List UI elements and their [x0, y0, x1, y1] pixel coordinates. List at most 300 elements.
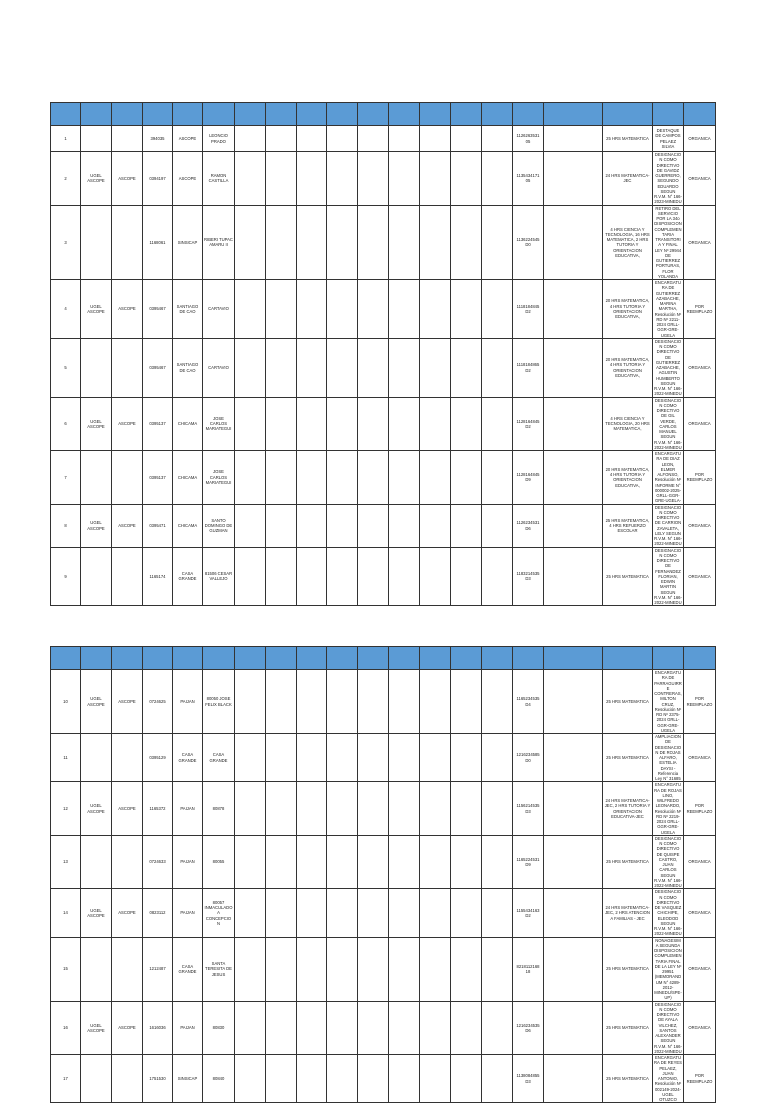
header-cell	[544, 647, 603, 670]
cell-row-number: 9	[51, 547, 81, 606]
cell-empty	[327, 1001, 358, 1055]
cell-plaza-code: 8218112168 18	[513, 937, 544, 1001]
cell-empty	[235, 280, 266, 339]
cell-empty	[327, 547, 358, 606]
cell-ugel	[81, 338, 112, 397]
header-cell	[653, 647, 684, 670]
cell-empty	[389, 835, 420, 889]
cell-institution: RIBERI TUPAC AMARU II	[203, 205, 235, 280]
cell-empty	[327, 889, 358, 937]
table-row	[51, 734, 716, 782]
cell-empty	[420, 451, 451, 505]
cell-plaza-code: 1156214535 D3	[513, 782, 544, 836]
cell-empty	[235, 835, 266, 889]
cell-institution: JOSE CARLOS MARIATEGUI	[203, 397, 235, 451]
cell-empty	[297, 338, 327, 397]
cell-empty	[235, 782, 266, 836]
cell-empty	[420, 338, 451, 397]
cell-workload: 24 HRS MATEMATICA-JEC	[603, 152, 653, 206]
cell-district: ASCOPE	[173, 152, 203, 206]
cell-plaza-code: 1128164845 D2	[513, 397, 544, 451]
table-row	[51, 280, 716, 339]
cell-empty	[544, 451, 603, 505]
cell-modular-code: 1165372	[143, 782, 173, 836]
cell-sede: ASCOPE	[112, 670, 143, 734]
cell-empty	[451, 835, 482, 889]
table-row	[51, 126, 716, 152]
cell-empty	[544, 205, 603, 280]
cell-modular-code: 394035	[143, 126, 173, 152]
cell-empty	[358, 280, 389, 339]
cell-empty	[266, 280, 297, 339]
cell-empty	[451, 547, 482, 606]
header-cell	[358, 647, 389, 670]
header-cell	[451, 103, 482, 126]
cell-empty	[358, 889, 389, 937]
cell-ugel	[81, 451, 112, 505]
table-row	[51, 835, 716, 889]
header-cell	[51, 103, 81, 126]
header-cell	[235, 103, 266, 126]
table-row	[51, 205, 716, 280]
cell-empty	[297, 205, 327, 280]
header-cell	[112, 647, 143, 670]
cell-row-number: 7	[51, 451, 81, 505]
cell-empty	[420, 782, 451, 836]
cell-empty	[544, 504, 603, 547]
cell-empty	[235, 338, 266, 397]
header-cell	[297, 103, 327, 126]
header-cell	[327, 103, 358, 126]
cell-ugel: UGEL ASCOPE	[81, 670, 112, 734]
vacancy-table-1	[50, 102, 716, 606]
cell-empty	[266, 547, 297, 606]
header-cell	[81, 103, 112, 126]
cell-empty	[544, 126, 603, 152]
cell-empty	[544, 734, 603, 782]
cell-empty	[266, 397, 297, 451]
header-cell	[203, 103, 235, 126]
cell-workload: 4 HRS CIENCIA Y TECNOLOGIA, 20 HRS MATEMATICA,	[603, 397, 653, 451]
cell-empty	[266, 889, 297, 937]
cell-empty	[420, 889, 451, 937]
table-row	[51, 547, 716, 606]
cell-empty	[358, 1055, 389, 1103]
cell-workload: 25 HRS MATEMATICA, 4 HRS REFUERZO ESCOLAR	[603, 504, 653, 547]
cell-empty	[544, 1001, 603, 1055]
cell-empty	[451, 734, 482, 782]
cell-sede	[112, 835, 143, 889]
cell-vacancy-reason: NONAGESIMA SEGUNDA DISPOSICION COMPLEMENTARIA FINAL DE LA LEY Nº 29951 (MEMORANDUM N° 4289-2012-MINEDU/SPE-UP)	[654, 937, 682, 1001]
cell-modular-code: 0395129	[143, 734, 173, 782]
cell-institution: 81506 CESAR VALLEJO	[203, 547, 235, 606]
cell-district: CHICAMA	[173, 504, 203, 547]
cell-row-number: 3	[51, 205, 81, 280]
cell-empty	[389, 1055, 420, 1103]
cell-empty	[358, 782, 389, 836]
cell-ugel	[81, 937, 112, 1001]
cell-empty	[482, 937, 513, 1001]
cell-empty	[327, 126, 358, 152]
cell-empty	[297, 547, 327, 606]
cell-empty	[482, 504, 513, 547]
cell-institution: LEONCIO PRADO	[203, 126, 235, 152]
cell-institution: SANTO DOMINGO DE GUZMAN	[203, 504, 235, 547]
cell-institution: CARTAVIO	[203, 280, 235, 339]
cell-empty	[389, 280, 420, 339]
cell-empty	[327, 937, 358, 1001]
cell-empty	[358, 126, 389, 152]
header-cell	[203, 647, 235, 670]
cell-district: CASA GRANDE	[173, 937, 203, 1001]
cell-workload: 25 HRS MATEMATICA	[603, 126, 653, 152]
cell-modular-code: 0724633	[143, 835, 173, 889]
cell-workload: 25 HRS MATEMATICA	[603, 1001, 653, 1055]
cell-vacancy-reason: DESIGNACION COMO DIRECTIVO DE VASQUEZ CHICHIPE, ELEODOD SEGUN R.V.M. N° 166-2022-MINEDU	[654, 889, 682, 937]
cell-empty	[235, 670, 266, 734]
cell-ugel: UGEL ASCOPE	[81, 1001, 112, 1055]
cell-sede: ASCOPE	[112, 152, 143, 206]
cell-vacancy-reason: DESIGNACION COMO DIRECTIVO DE GUTIERREZ AZABACHE, AGUSTIN HUMBERTO SEGUN R.V.M. N° 166-2022-MINEDU	[654, 338, 682, 397]
cell-row-number: 13	[51, 835, 81, 889]
cell-empty	[482, 152, 513, 206]
cell-empty	[327, 835, 358, 889]
cell-row-number: 4	[51, 280, 81, 339]
cell-empty	[420, 937, 451, 1001]
table-row	[51, 1001, 716, 1055]
cell-vacancy-reason: DESIGNACION COMO DIRECTIVO DE GIL VERDE, CARLOS MANUEL SEGUN R.V.M. N° 166-2022-MINEDU	[654, 397, 682, 450]
cell-empty	[451, 504, 482, 547]
cell-institution: 80050 JOSE FELIX BLACK	[203, 670, 235, 734]
header-row	[51, 103, 716, 126]
cell-workload: 25 HRS MATEMATICA	[603, 670, 653, 734]
cell-sede: ASCOPE	[112, 397, 143, 451]
cell-row-number: 12	[51, 782, 81, 836]
cell-empty	[266, 126, 297, 152]
cell-empty	[358, 504, 389, 547]
cell-vacancy-reason: DESIGNACION COMO DIRECTIVO DE GAVIDZ GUERRERO, SEGUNDO EDUARDO SEGUN R.V.M. N° 166-2023-MINEDU	[654, 152, 682, 205]
cell-modular-code: 1212487	[143, 937, 173, 1001]
cell-row-number: 16	[51, 1001, 81, 1055]
cell-institution: CASA GRANDE	[203, 734, 235, 782]
cell-vacancy-type: ORGANICA	[684, 734, 716, 782]
header-cell	[420, 647, 451, 670]
cell-vacancy-reason: DESTAQUE DE CAMPOS PELAEZ SILVIA	[653, 126, 684, 152]
cell-empty	[358, 734, 389, 782]
cell-empty	[235, 504, 266, 547]
cell-empty	[420, 205, 451, 280]
cell-empty	[482, 547, 513, 606]
cell-sede	[112, 547, 143, 606]
header-cell	[513, 647, 544, 670]
cell-vacancy-reason: ENCARGATURA DE REYES PELAEZ, JUAN ANTONIO, Resolución Nº 002149-2024- UGEL OTUZCO	[654, 1055, 682, 1102]
cell-institution: 80057 INMACULADO A CONCEPCIO N	[203, 889, 235, 937]
cell-modular-code: 0395471	[143, 504, 173, 547]
cell-vacancy-type: ORGANICA	[684, 835, 716, 889]
cell-vacancy-reason: ENCARGATURA DE DIAZ LEON, ELMER ALFONSO, Resolución Nº INFORME N° 000002-2025-GRLL-GGR-GRE-UGELA-	[653, 451, 684, 505]
cell-vacancy-type: ORGANICA	[684, 937, 716, 1001]
header-cell	[266, 103, 297, 126]
cell-row-number: 8	[51, 504, 81, 547]
cell-empty	[420, 835, 451, 889]
cell-empty	[297, 280, 327, 339]
cell-empty	[327, 1055, 358, 1103]
cell-sede: ASCOPE	[112, 1001, 143, 1055]
cell-empty	[327, 504, 358, 547]
cell-vacancy-type: ORGANICA	[684, 152, 716, 206]
cell-plaza-code: 1118184865 D2	[513, 338, 544, 397]
cell-plaza-code: 1126234531 D6	[513, 504, 544, 547]
cell-plaza-code: 1216234585 D0	[513, 734, 544, 782]
cell-empty	[389, 451, 420, 505]
cell-empty	[544, 1055, 603, 1103]
cell-empty	[297, 1001, 327, 1055]
cell-vacancy-reason: RETIRO DEL SERVICIO POR LA 34o DISPOSICION COMPLEMENTARIA TRANSITORIA Y FINAL LEY Nº 29944 DE GUTIERREZ PORTURAS, FLOR YOLANDA	[654, 205, 682, 279]
cell-empty	[297, 126, 327, 152]
cell-empty	[266, 734, 297, 782]
table-row	[51, 397, 716, 451]
cell-vacancy-type: POR REEMPLAZO	[684, 782, 716, 836]
cell-empty	[389, 338, 420, 397]
header-cell	[112, 103, 143, 126]
cell-empty	[544, 835, 603, 889]
cell-vacancy-reason: DESIGNACION COMO DIRECTIVO DE FERNANDEZ FLORIAN, EDWIN MARTIN SEGUN R.V.M. N° 166-2022-MINEDU	[654, 547, 682, 605]
cell-vacancy-reason: ENCARGATURA DE PARRAGUIRRE CONTRERAS, MILTON CRUZ, Resolución Nº RD Nº 2375-2024 GRLL-GGR-GRE-UGELA	[654, 670, 682, 733]
cell-empty	[358, 835, 389, 889]
cell-workload: 25 HRS MATEMATICA	[603, 547, 653, 606]
cell-empty	[358, 547, 389, 606]
cell-empty	[266, 451, 297, 505]
cell-vacancy-type: POR REEMPLAZO	[684, 280, 716, 339]
cell-modular-code: 0395467	[143, 338, 173, 397]
cell-sede: ASCOPE	[112, 280, 143, 339]
cell-empty	[482, 734, 513, 782]
header-cell	[684, 103, 716, 126]
cell-modular-code: 0394197	[143, 152, 173, 206]
vacancy-table-2	[50, 646, 716, 1103]
cell-empty	[235, 937, 266, 1001]
header-cell	[235, 647, 266, 670]
table-row	[51, 937, 716, 1001]
cell-empty	[482, 451, 513, 505]
cell-ugel	[81, 126, 112, 152]
cell-row-number: 2	[51, 152, 81, 206]
cell-district: CASA GRANDE	[173, 547, 203, 606]
cell-row-number: 6	[51, 397, 81, 451]
cell-ugel	[81, 205, 112, 280]
cell-district: PAIJAN	[173, 782, 203, 836]
cell-empty	[544, 889, 603, 937]
table-row	[51, 670, 716, 734]
cell-empty	[297, 835, 327, 889]
cell-district: ASCOPE	[173, 126, 203, 152]
cell-empty	[389, 152, 420, 206]
cell-empty	[266, 205, 297, 280]
cell-empty	[451, 397, 482, 451]
cell-plaza-code: 1216234535 D6	[513, 1001, 544, 1055]
cell-workload: 24 HRS MATEMATICA-JEC, 2 HRS TUTORIA Y ORIENTACION EDUCATIVA-JEC	[603, 782, 653, 836]
cell-empty	[544, 547, 603, 606]
cell-ugel: UGEL ASCOPE	[81, 152, 112, 206]
cell-empty	[358, 1001, 389, 1055]
cell-empty	[482, 835, 513, 889]
cell-empty	[297, 504, 327, 547]
cell-vacancy-reason: DESIGNACION COMO DIRECTIVO DE CARRION ZAVALETA, LELY SEGUN R.V.M. N° 166-2022-MINEDU	[654, 504, 682, 547]
cell-empty	[297, 451, 327, 505]
cell-institution: 80830	[203, 1001, 235, 1055]
cell-sede	[112, 126, 143, 152]
cell-empty	[482, 1055, 513, 1103]
table-row	[51, 889, 716, 937]
cell-modular-code: 0724625	[143, 670, 173, 734]
cell-institution: SANTA TERESITA DE JESUS	[203, 937, 235, 1001]
cell-vacancy-type: POR REEMPLAZO	[684, 670, 716, 734]
cell-ugel: UGEL ASCOPE	[81, 889, 112, 937]
header-cell	[684, 647, 716, 670]
cell-row-number: 14	[51, 889, 81, 937]
cell-empty	[451, 782, 482, 836]
cell-empty	[389, 205, 420, 280]
cell-empty	[297, 734, 327, 782]
cell-ugel: UGEL ASCOPE	[81, 397, 112, 451]
cell-row-number: 1	[51, 126, 81, 152]
cell-empty	[327, 397, 358, 451]
cell-district: SINSICAP	[173, 205, 203, 280]
header-cell	[544, 103, 603, 126]
cell-sede	[112, 1055, 143, 1103]
cell-empty	[420, 547, 451, 606]
cell-empty	[235, 397, 266, 451]
cell-empty	[389, 547, 420, 606]
cell-empty	[420, 504, 451, 547]
header-cell	[653, 103, 684, 126]
cell-empty	[389, 397, 420, 451]
table-row	[51, 504, 716, 547]
cell-empty	[266, 937, 297, 1001]
cell-empty	[451, 338, 482, 397]
cell-vacancy-reason: ENCARGATURA DE GUTIERREZ AZABACHE, MARINA MARTHA, Resolución Nº RD Nº 2211-2024 GRLL-GGR-GRE-UGELA	[653, 280, 684, 339]
header-cell	[389, 103, 420, 126]
cell-district: PAIJAN	[173, 835, 203, 889]
cell-empty	[266, 338, 297, 397]
table-row	[51, 782, 716, 836]
cell-empty	[451, 937, 482, 1001]
cell-ugel	[81, 1055, 112, 1103]
cell-row-number: 17	[51, 1055, 81, 1103]
cell-empty	[297, 397, 327, 451]
cell-empty	[451, 670, 482, 734]
cell-sede	[112, 338, 143, 397]
cell-empty	[358, 152, 389, 206]
cell-sede: ASCOPE	[112, 782, 143, 836]
cell-empty	[235, 1001, 266, 1055]
cell-empty	[451, 152, 482, 206]
cell-workload: 25 HRS MATEMATICA	[603, 937, 653, 1001]
cell-plaza-code: 1155434163 D2	[513, 889, 544, 937]
table-row	[51, 152, 716, 206]
cell-empty	[482, 338, 513, 397]
cell-institution: CARTAVIO	[203, 338, 235, 397]
cell-empty	[389, 126, 420, 152]
cell-empty	[327, 205, 358, 280]
cell-institution: 80840	[203, 1055, 235, 1103]
header-cell	[143, 103, 173, 126]
cell-district: SANTIAGO DE CAO	[173, 338, 203, 397]
cell-empty	[266, 782, 297, 836]
header-cell	[143, 647, 173, 670]
cell-ugel: UGEL ASCOPE	[81, 280, 112, 339]
cell-ugel	[81, 547, 112, 606]
cell-sede	[112, 451, 143, 505]
cell-empty	[420, 280, 451, 339]
cell-empty	[358, 670, 389, 734]
cell-empty	[266, 1055, 297, 1103]
cell-vacancy-type: ORGANICA	[684, 547, 716, 606]
cell-empty	[544, 280, 603, 339]
cell-modular-code: 0823112	[143, 889, 173, 937]
cell-empty	[235, 734, 266, 782]
cell-workload: 20 HRS MATEMATICA, 4 HRS TUTORIA Y ORIENTACION EDUCATIVA,	[603, 280, 653, 339]
cell-district: CASA GRANDE	[173, 734, 203, 782]
cell-vacancy-type: ORGANICA	[684, 205, 716, 280]
cell-empty	[266, 504, 297, 547]
cell-empty	[266, 835, 297, 889]
cell-sede	[112, 205, 143, 280]
cell-empty	[544, 937, 603, 1001]
cell-workload: 25 HRS MATEMATICA	[603, 835, 653, 889]
cell-empty	[544, 152, 603, 206]
cell-sede: ASCOPE	[112, 504, 143, 547]
cell-workload: 20 HRS MATEMATICA, 4 HRS TUTORIA Y ORIENTACION EDUCATIVA,	[603, 338, 653, 397]
header-cell	[389, 647, 420, 670]
cell-empty	[235, 451, 266, 505]
cell-vacancy-reason: ENCARGATURA DE ROJAS LINO, WILFREDO LEONARDO, Resolución Nº RD Nº 2219-2024 GRLL-GGR-GRE-UGELA	[654, 782, 682, 835]
cell-empty	[451, 126, 482, 152]
header-cell	[451, 647, 482, 670]
cell-empty	[327, 451, 358, 505]
cell-empty	[235, 152, 266, 206]
cell-modular-code: 1751530	[143, 1055, 173, 1103]
cell-empty	[544, 338, 603, 397]
cell-district: SANTIAGO DE CAO	[173, 280, 203, 339]
cell-empty	[451, 451, 482, 505]
cell-empty	[420, 152, 451, 206]
cell-plaza-code: 1118184845 D2	[513, 280, 544, 339]
cell-empty	[235, 126, 266, 152]
cell-empty	[451, 1001, 482, 1055]
header-cell	[173, 103, 203, 126]
header-cell	[603, 647, 653, 670]
cell-vacancy-type: ORGANICA	[684, 338, 716, 397]
cell-empty	[358, 205, 389, 280]
cell-ugel	[81, 835, 112, 889]
cell-empty	[482, 889, 513, 937]
cell-empty	[297, 670, 327, 734]
cell-empty	[389, 937, 420, 1001]
cell-vacancy-type: POR REEMPLAZO	[684, 1055, 716, 1103]
cell-empty	[327, 152, 358, 206]
cell-workload: 25 HRS MATEMATICA	[603, 1055, 653, 1103]
cell-empty	[451, 280, 482, 339]
cell-modular-code: 0395467	[143, 280, 173, 339]
table-row	[51, 1055, 716, 1103]
cell-empty	[389, 670, 420, 734]
cell-empty	[389, 734, 420, 782]
cell-institution: RAMON CASTILLA	[203, 152, 235, 206]
cell-plaza-code: 1136224545 D0	[513, 205, 544, 280]
cell-empty	[327, 782, 358, 836]
cell-empty	[358, 937, 389, 1001]
